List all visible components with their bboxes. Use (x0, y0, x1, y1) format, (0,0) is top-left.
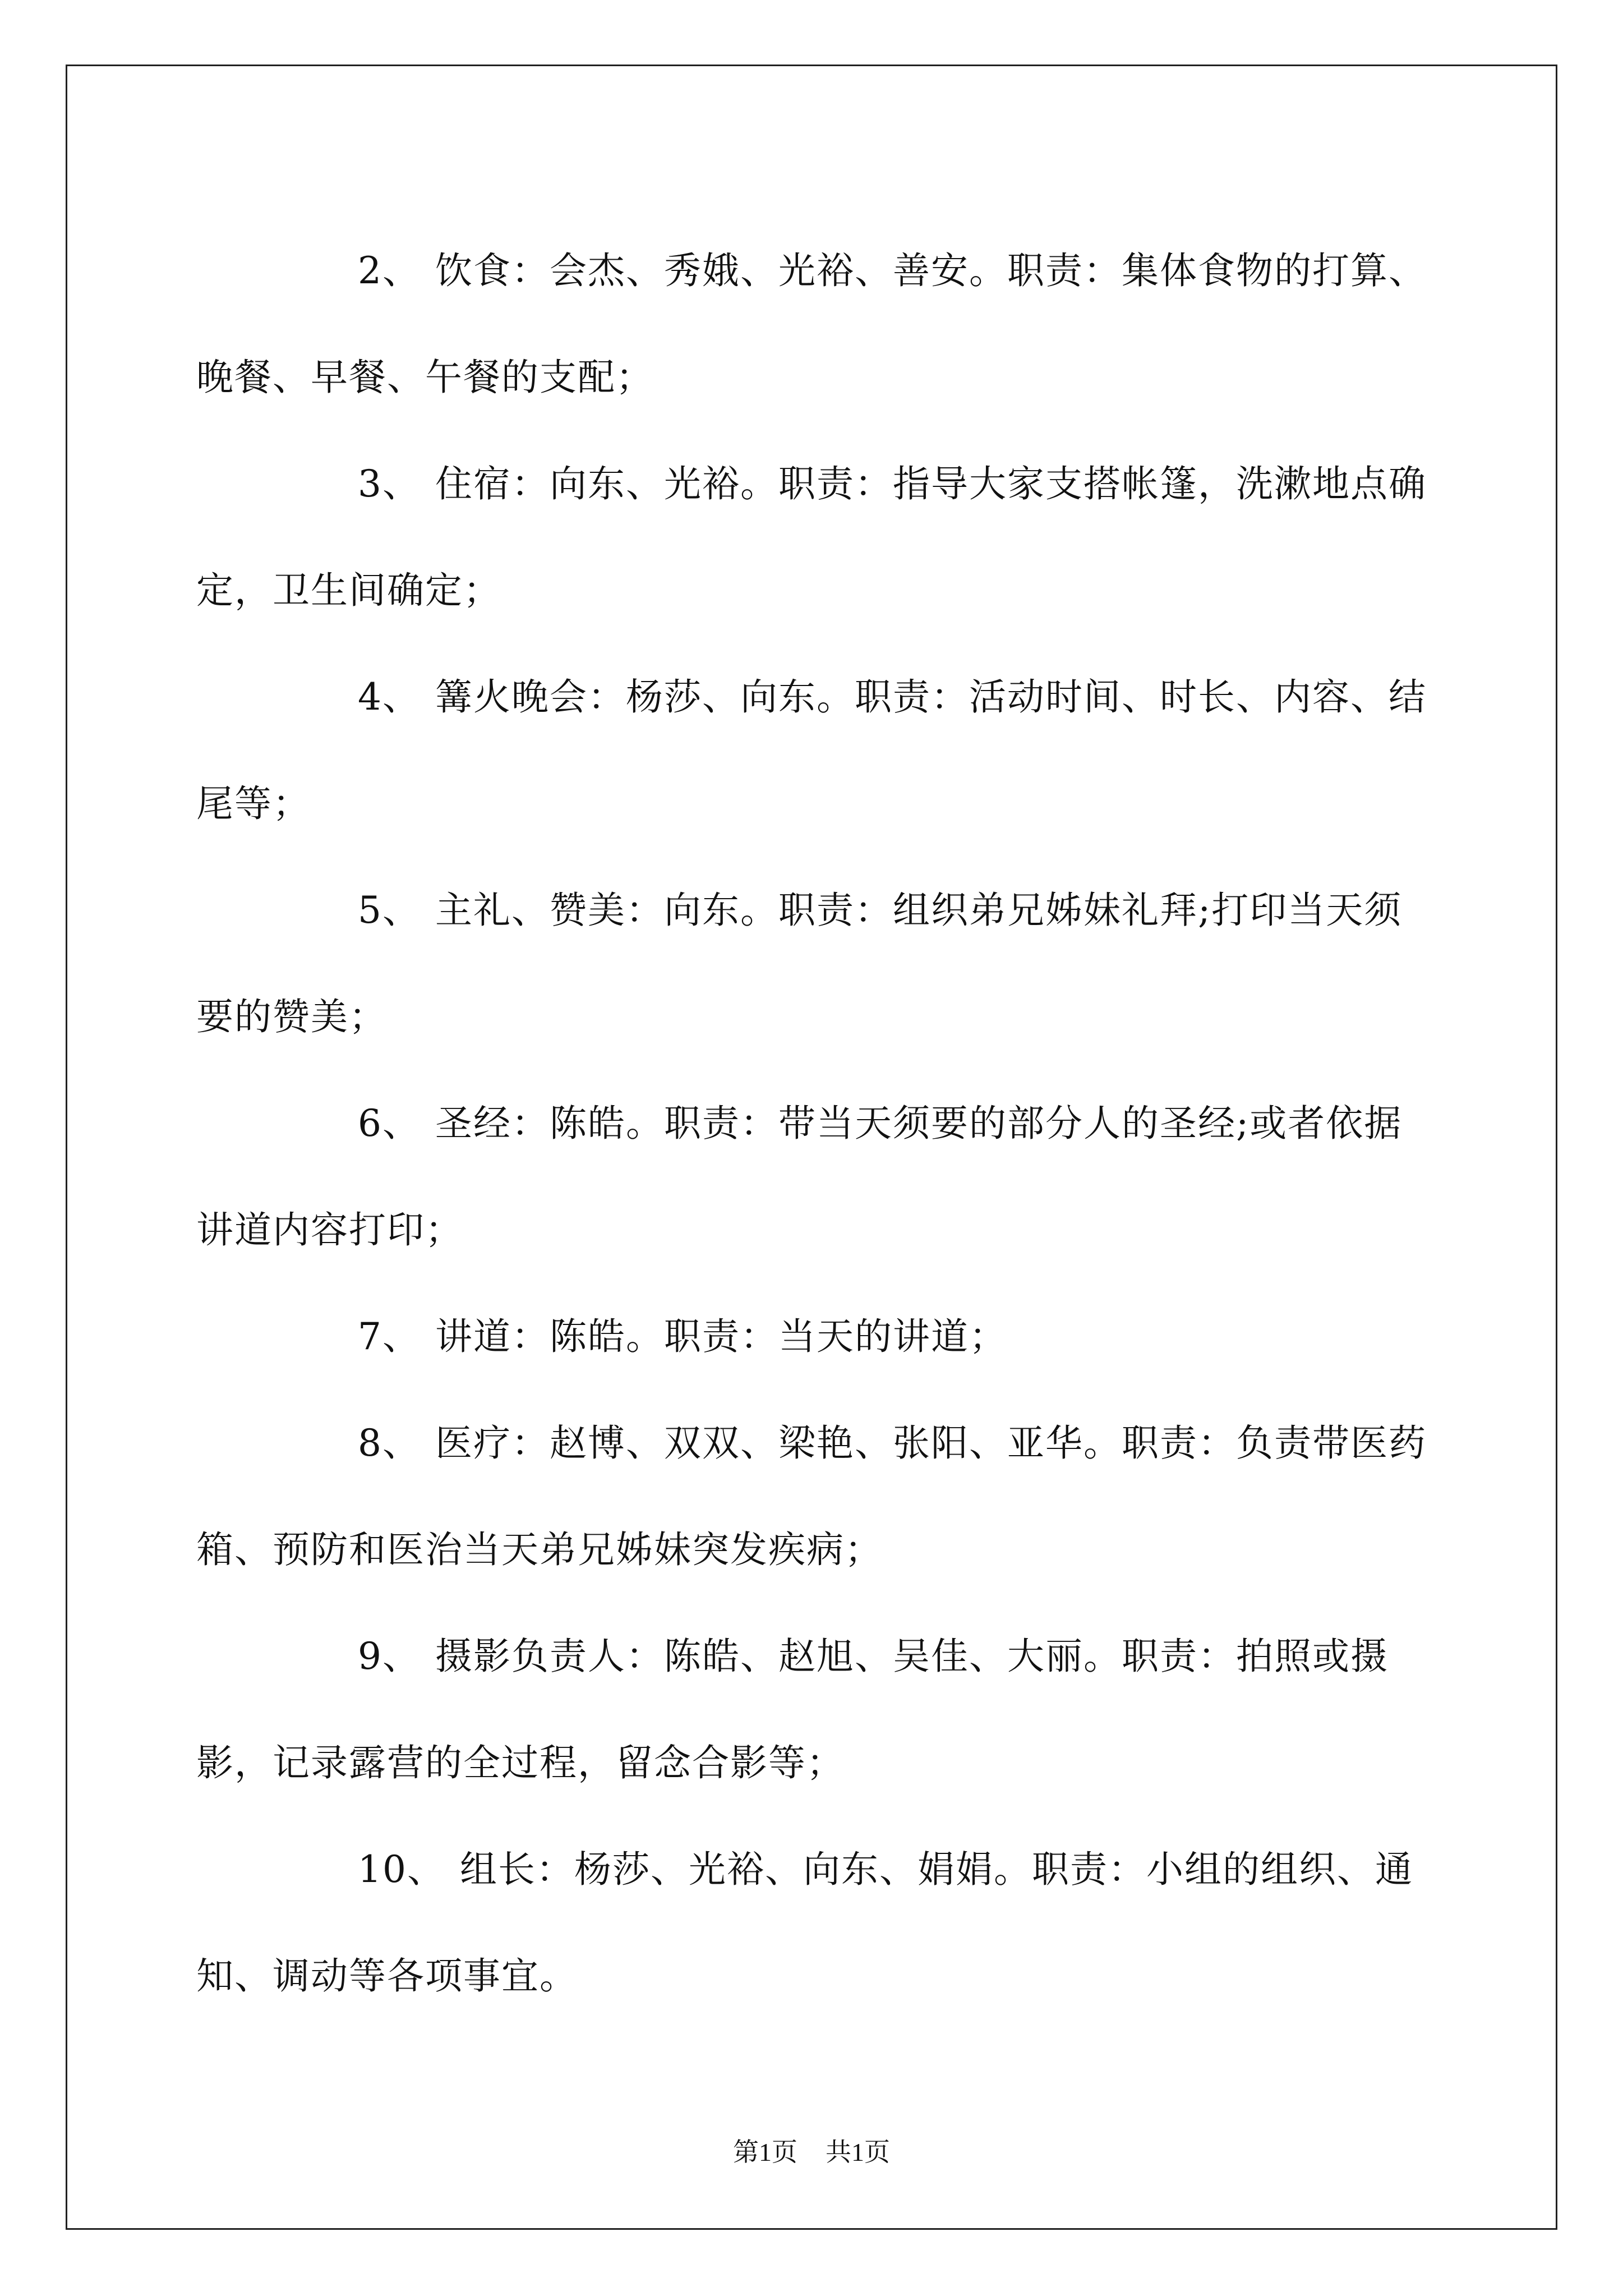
item-text: 摄影负责人：陈皓、赵旭、吴佳、大丽。职责：拍照或摄影，记录露营的全过程，留念合影等； (196, 1635, 1389, 1784)
item-text: 主礼、赞美：向东。职责：组织弟兄姊妹礼拜;打印当天须要的赞美； (196, 889, 1403, 1038)
item-text: 篝火晚会：杨莎、向东。职责：活动时间、时长、内容、结尾等； (196, 675, 1427, 825)
page-footer (0, 2132, 1623, 2169)
item-text: 组长：杨莎、光裕、向东、娟娟。职责：小组的组织、通知、调动等各项事宜。 (196, 1848, 1413, 1998)
list-item (196, 857, 1430, 1070)
list-item (196, 431, 1430, 644)
item-number: 6、 (358, 1102, 421, 1145)
item-text: 圣经：陈皓。职责：带当天须要的部分人的圣经;或者依据讲道内容打印； (196, 1102, 1403, 1251)
item-text: 饮食：会杰、秀娥、光裕、善安。职责：集体食物的打算、晚餐、早餐、午餐的支配； (196, 249, 1427, 399)
item-number: 7、 (358, 1315, 421, 1358)
item-text: 医疗：赵博、双双、梁艳、张阳、亚华。职责：负责带医药箱、预防和医治当天弟兄姊妹突发疾病； (196, 1421, 1427, 1571)
page-total: 共1页 (826, 2138, 890, 2166)
list-item (196, 1070, 1430, 1283)
item-number: 9、 (358, 1635, 421, 1678)
list-item (196, 1603, 1430, 1816)
item-number: 3、 (358, 462, 421, 505)
list-item (196, 1390, 1430, 1603)
document-body (196, 218, 1430, 2030)
item-number: 10、 (358, 1848, 445, 1891)
list-item (196, 218, 1430, 431)
item-number: 5、 (358, 889, 421, 932)
page-number: 第1页 (733, 2138, 797, 2166)
item-number: 8、 (358, 1421, 421, 1465)
list-item (196, 1816, 1430, 2030)
item-text: 讲道：陈皓。职责：当天的讲道； (435, 1315, 1007, 1358)
item-number: 2、 (358, 249, 421, 292)
item-number: 4、 (358, 675, 421, 719)
list-item (196, 1283, 1430, 1390)
list-item (196, 644, 1430, 857)
item-text: 住宿：向东、光裕。职责：指导大家支搭帐篷，洗漱地点确定，卫生间确定； (196, 462, 1427, 612)
